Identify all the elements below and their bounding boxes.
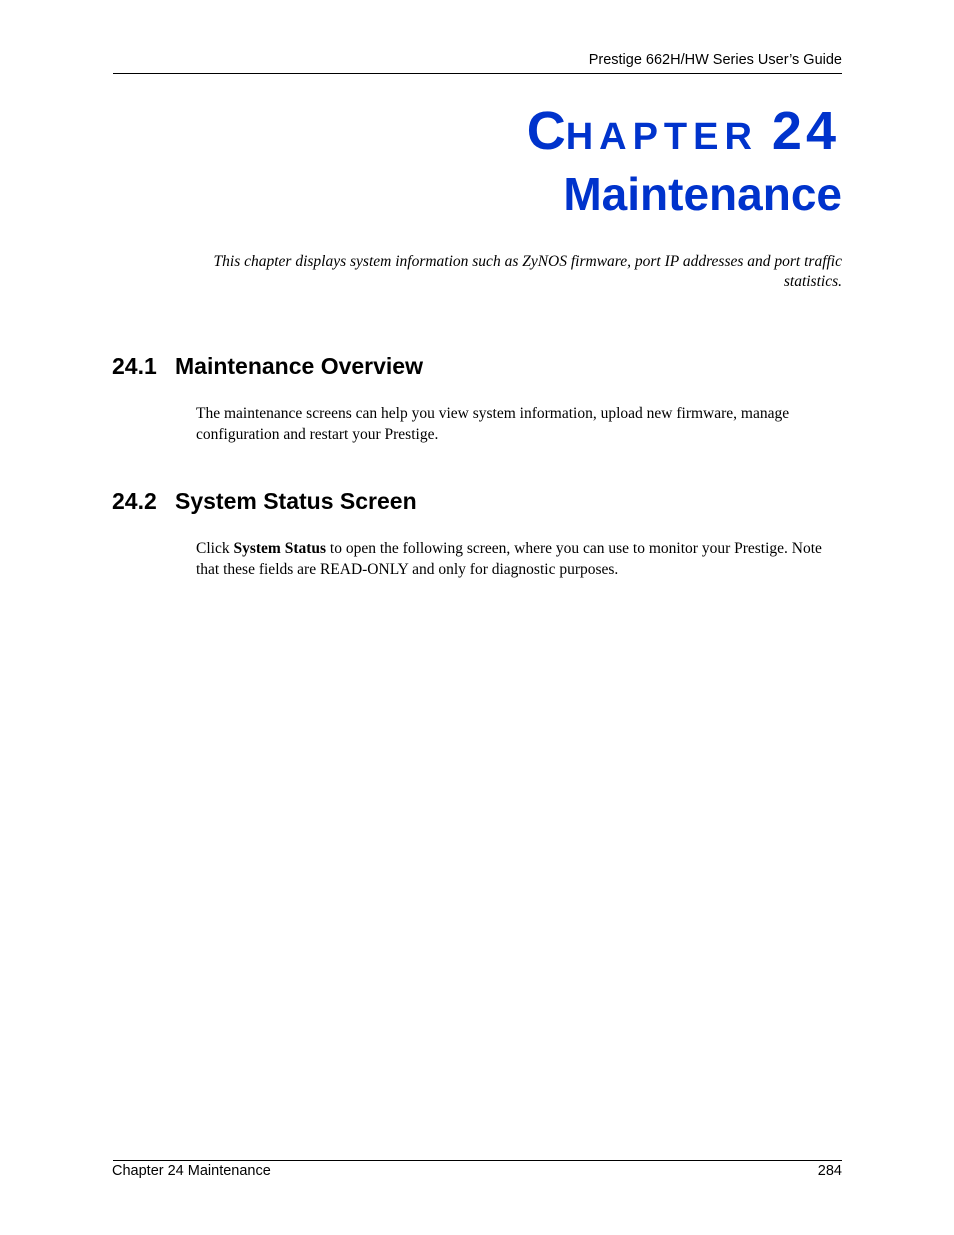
chapter-label	[300, 100, 840, 176]
footer-chapter-title: Chapter 24 Maintenance	[112, 1163, 271, 1179]
chapter-label-rest: HAPTER	[565, 116, 758, 158]
section-number: 24.1	[112, 353, 157, 379]
section-paragraph-system-status-screen	[196, 538, 842, 580]
paragraph-text-before: Click	[196, 540, 234, 557]
system-status-menu-reference: System Status	[233, 540, 327, 557]
section-paragraph-maintenance-overview: The maintenance screens can help you view system information, upload new firmware, manage configuration and restart your Prestige.	[196, 405, 790, 443]
running-header: Prestige 662H/HW Series User’s Guide	[588, 52, 842, 68]
section-number: 24.2	[112, 488, 157, 514]
header-rule	[113, 73, 842, 74]
section-title: Maintenance Overview	[175, 353, 423, 379]
chapter-number: 24	[771, 101, 840, 161]
chapter-title: Maintenance	[563, 168, 842, 220]
paragraph-text-after: to open the following screen, where you can use to monitor your Prestige. Note that these fields are READ-ONLY and only for diagnostic purposes.	[196, 540, 822, 578]
footer-rule	[113, 1160, 842, 1161]
chapter-label-initial: C	[526, 101, 566, 161]
section-heading-system-status-screen	[112, 487, 417, 515]
chapter-intro: This chapter displays system information such as ZyNOS firmware, port IP addresses and port traffic statistics.	[213, 253, 842, 290]
footer-page-number: 284	[817, 1163, 842, 1179]
section-title: System Status Screen	[175, 488, 417, 514]
section-heading-maintenance-overview	[112, 352, 423, 380]
